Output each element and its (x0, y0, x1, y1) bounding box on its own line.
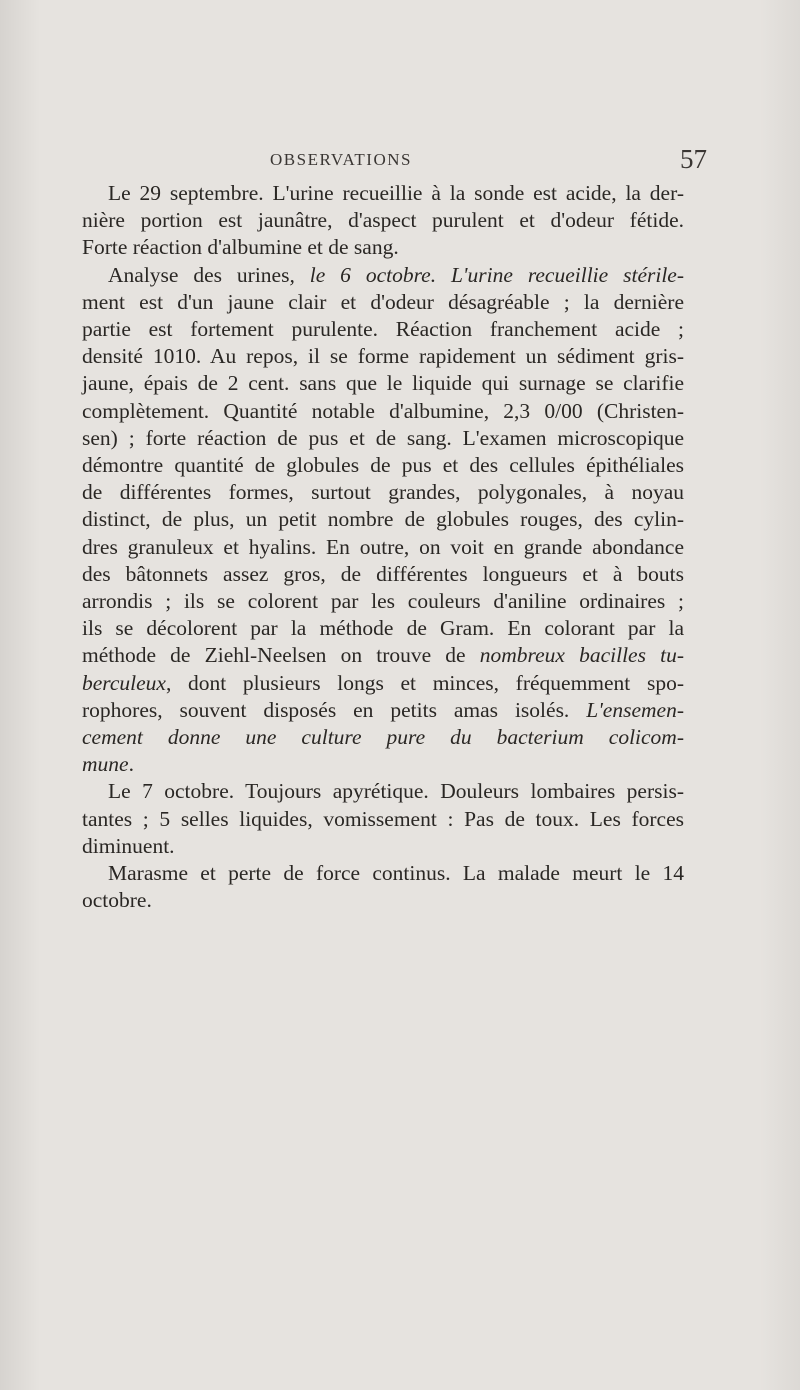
roman-text: ment est d'un jaune clair et d'odeur désagréable ; la dernière (82, 289, 684, 314)
roman-text: Le 29 septembre. L'urine recueillie à la sonde est acide, la der- (108, 181, 684, 205)
roman-text: . (128, 752, 134, 777)
roman-text: complètement. Quantité notable d'albumine, 2,3 0/00 (Christen- (82, 398, 684, 423)
roman-text: sen) ; forte réaction de pus et de sang. L'examen microscopique (82, 425, 684, 450)
text-line (82, 452, 684, 479)
italic-text: cement donne une culture pure du bacterium colicom- (82, 725, 684, 750)
text-line (82, 778, 684, 805)
roman-text: ils se décolorent par la méthode de Gram. En colorant par la (82, 616, 684, 641)
paragraph (82, 180, 684, 262)
roman-text: méthode de Ziehl-Neelsen on trouve de (82, 643, 480, 668)
text-line (82, 751, 684, 778)
paragraph (82, 860, 684, 914)
text-line (82, 289, 684, 316)
italic-text: nombreux bacilles tu- (479, 643, 684, 668)
roman-text: de différentes formes, surtout grandes, polygonales, à noyau (82, 480, 684, 505)
roman-text: dres granuleux et hyalins. En outre, on voit en grande abondance (82, 534, 684, 559)
text-line (82, 724, 684, 751)
roman-text: densité 1010. Au repos, il se forme rapidement un sédiment gris- (82, 344, 684, 369)
roman-text: octobre. (82, 888, 152, 913)
running-title: OBSERVATIONS (270, 150, 412, 169)
text-line (82, 887, 684, 914)
text-line (82, 534, 684, 561)
text-line (82, 343, 684, 370)
paragraph (82, 778, 684, 860)
text-line (82, 642, 684, 669)
roman-text: tantes ; 5 selles liquides, vomissement : Pas de toux. Les forces (82, 806, 684, 831)
text-line (82, 697, 684, 724)
roman-text: partie est fortement purulente. Réaction franchement acide ; (82, 317, 684, 342)
text-line (82, 262, 684, 289)
italic-text: , le 6 octobre. L'urine recueillie stérile- (289, 262, 684, 287)
text-line (82, 207, 684, 234)
text-line (82, 370, 684, 397)
roman-text: Forte réaction d'albumine et de sang. (82, 235, 399, 260)
text-line (82, 234, 684, 261)
text-line (82, 398, 684, 425)
roman-text: Marasme et perte de force continus. La malade meurt le 14 (108, 861, 684, 886)
text-line (82, 506, 684, 533)
text-line (82, 180, 684, 207)
text-line (82, 833, 684, 860)
text-line (82, 670, 684, 697)
roman-text: distinct, de plus, un petit nombre de globules rouges, des cylin- (82, 507, 684, 532)
text-line (82, 806, 684, 833)
roman-text: des bâtonnets assez gros, de différentes longueurs et à bouts (82, 561, 684, 586)
paragraph (82, 262, 684, 779)
roman-text: rophores, souvent disposés en petits amas isolés. (82, 697, 587, 722)
text-line (82, 588, 684, 615)
roman-text: nière portion est jaunâtre, d'aspect purulent et d'odeur fétide. (82, 208, 684, 233)
roman-text: , dont plusieurs longs et minces, fréquemment spo- (165, 670, 684, 695)
roman-text: arrondis ; ils se colorent par les couleurs d'aniline ordinaires ; (82, 589, 684, 614)
text-line (82, 316, 684, 343)
italic-text: berculeux (82, 670, 166, 695)
page-number: 57 (680, 144, 707, 174)
text-line (82, 561, 684, 588)
text-line (82, 860, 684, 887)
italic-text: L'ensemen- (586, 697, 684, 722)
roman-text: Le 7 octobre. Toujours apyrétique. Douleurs lombaires persis- (108, 779, 684, 804)
roman-text: jaune, épais de 2 cent. sans que le liquide qui surnage se clarifie (82, 371, 684, 396)
italic-text: mune (82, 752, 129, 777)
text-line (82, 615, 684, 642)
body-text (82, 180, 684, 914)
roman-text: diminuent. (82, 833, 175, 858)
roman-text: Analyse des urines (108, 262, 290, 287)
roman-text: démontre quantité de globules de pus et des cellules épithéliales (82, 453, 684, 478)
page-header (0, 144, 800, 178)
text-line (82, 425, 684, 452)
text-line (82, 479, 684, 506)
